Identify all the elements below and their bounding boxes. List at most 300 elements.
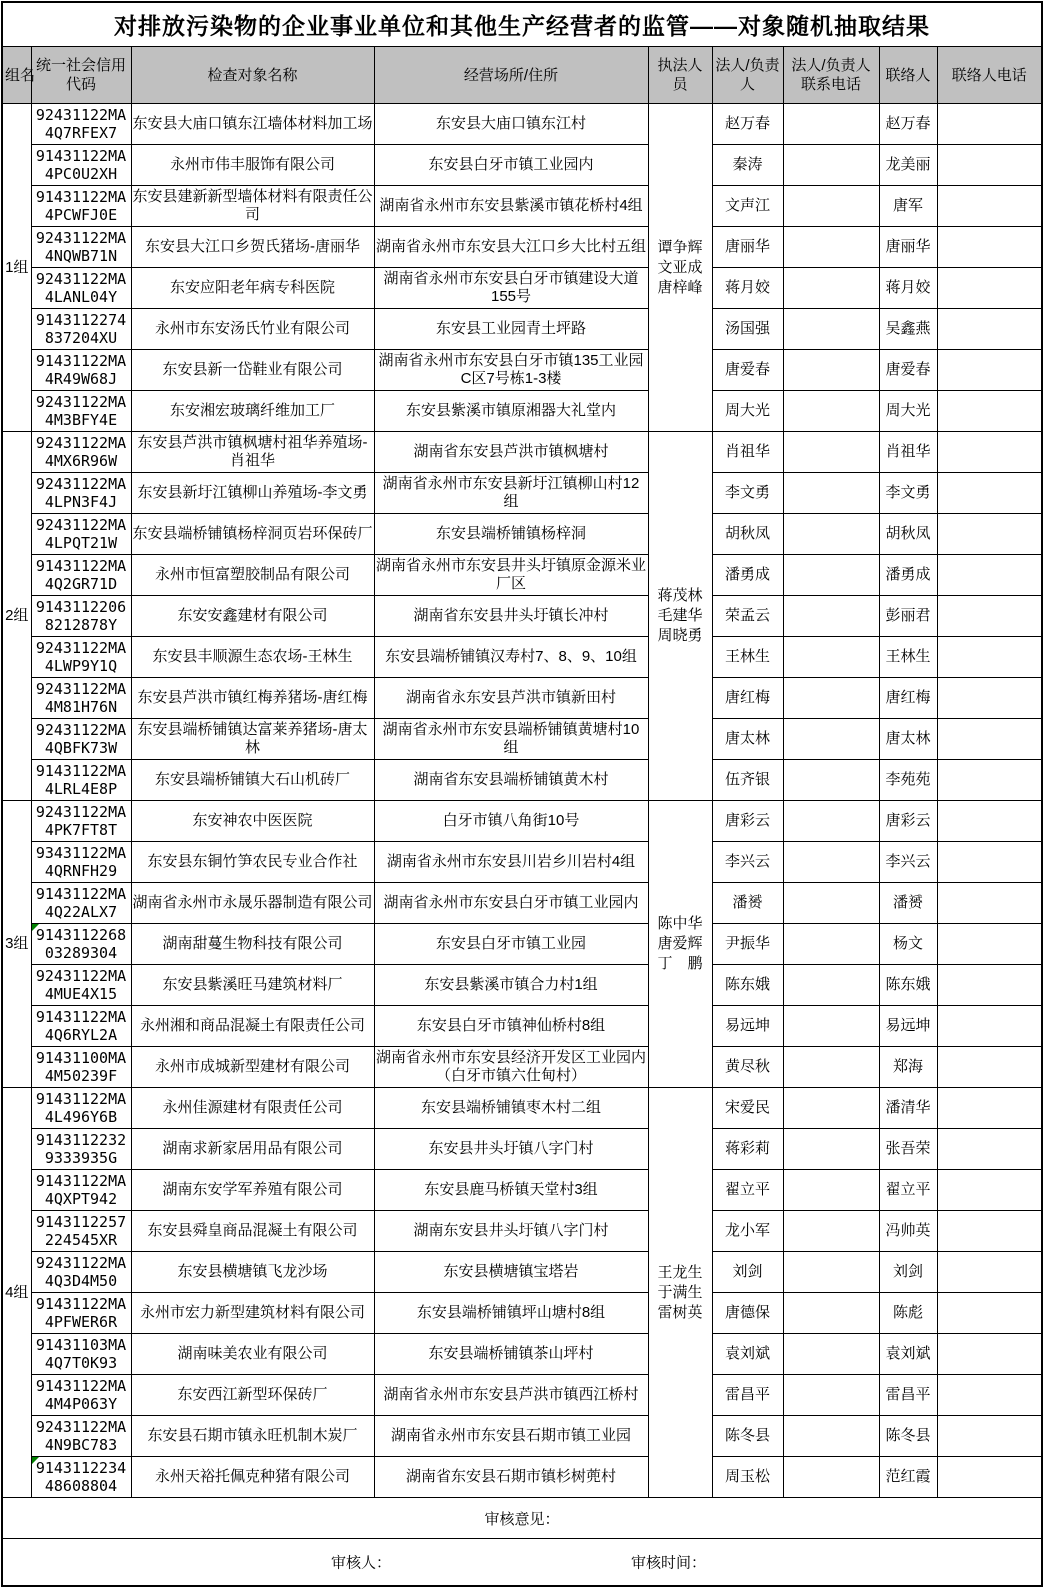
legal-phone-cell: [783, 965, 879, 1006]
group-name-cell: 4组: [2, 1088, 31, 1498]
legal-person-cell: 胡秋凤: [712, 514, 783, 555]
contact-cell: 陈冬县: [879, 1416, 937, 1457]
contact-phone-cell: [937, 1416, 1042, 1457]
contact-phone-cell: [937, 186, 1042, 227]
table-row: [2, 637, 1042, 678]
address-cell: 东安县紫溪市镇合力村1组: [374, 965, 648, 1006]
contact-phone-cell: [937, 1006, 1042, 1047]
signature-row-cell: [2, 1539, 1042, 1587]
column-header-address: 经营场所/住所: [374, 47, 648, 104]
legal-phone-cell: [783, 1416, 879, 1457]
legal-person-cell: 龙小军: [712, 1211, 783, 1252]
contact-cell: 唐军: [879, 186, 937, 227]
table-row: [2, 842, 1042, 883]
legal-person-cell: 潘赟: [712, 883, 783, 924]
officers-cell: [648, 1088, 712, 1498]
officer-name: 周晓勇: [657, 627, 703, 644]
address-cell: 东安县白牙市镇工业园: [374, 924, 648, 965]
legal-person-cell: 翟立平: [712, 1170, 783, 1211]
contact-cell: 李兴云: [879, 842, 937, 883]
company-name-cell: 东安县大江口乡贺氏猪场-唐丽华: [131, 227, 374, 268]
credit-code-cell: 91431122MA4QXPT942: [31, 1170, 131, 1211]
contact-cell: 冯帅英: [879, 1211, 937, 1252]
table-row: [2, 145, 1042, 186]
company-name-cell: 东安县大庙口镇东江墙体材料加工场: [131, 104, 374, 145]
credit-code-cell: 92431122MA4N9BC783: [31, 1416, 131, 1457]
contact-phone-cell: [937, 1375, 1042, 1416]
excel-error-indicator-icon: [32, 1457, 39, 1464]
legal-person-cell: 蒋月姣: [712, 268, 783, 309]
legal-phone-cell: [783, 801, 879, 842]
contact-cell: 唐太林: [879, 719, 937, 760]
company-name-cell: 东安应阳老年病专科医院: [131, 268, 374, 309]
table-row: [2, 760, 1042, 801]
credit-code-cell: 91431122068212878Y: [31, 596, 131, 637]
credit-code-cell: 91431103MA4Q7T0K93: [31, 1334, 131, 1375]
credit-code-cell: 91431122329333935G: [31, 1129, 131, 1170]
company-name-cell: 东安湘宏玻璃纤维加工厂: [131, 391, 374, 432]
column-header-contact-phone: 联络人电话: [937, 47, 1042, 104]
table-row: [2, 2, 1042, 47]
credit-code-cell: 92431122MA4LPQT21W: [31, 514, 131, 555]
credit-code-cell: 91431100MA4M50239F: [31, 1047, 131, 1088]
company-name-cell: 永州市伟丰服饰有限公司: [131, 145, 374, 186]
contact-phone-cell: [937, 1211, 1042, 1252]
contact-cell: 肖祖华: [879, 432, 937, 473]
legal-person-cell: 宋爱民: [712, 1088, 783, 1129]
contact-phone-cell: [937, 268, 1042, 309]
contact-phone-cell: [937, 924, 1042, 965]
address-cell: 湖南省永州市东安县井头圩镇原金源米业厂区: [374, 555, 648, 596]
credit-code-cell: 91431122MA4Q6RYL2A: [31, 1006, 131, 1047]
contact-phone-cell: [937, 596, 1042, 637]
legal-person-cell: 李兴云: [712, 842, 783, 883]
officer-name: 唐梓峰: [657, 278, 703, 296]
company-name-cell: 东安县建新新型墙体材料有限责任公司: [131, 186, 374, 227]
address-cell: 东安县白牙市镇工业园内: [374, 145, 648, 186]
address-cell: 东安县端桥铺镇坪山塘村8组: [374, 1293, 648, 1334]
address-cell: 东安县端桥铺镇杨梓洞: [374, 514, 648, 555]
contact-phone-cell: [937, 883, 1042, 924]
legal-person-cell: 周大光: [712, 391, 783, 432]
address-cell: 湖南省永州市东安县芦洪市镇西江桥村: [374, 1375, 648, 1416]
address-cell: 湖南省东安县芦洪市镇枫塘村: [374, 432, 648, 473]
contact-cell: 郑海: [879, 1047, 937, 1088]
credit-code-cell: 92431122MA4M81H76N: [31, 678, 131, 719]
contact-phone-cell: [937, 1334, 1042, 1375]
address-cell: 湖南省永州市东安县新圩江镇柳山村12组: [374, 473, 648, 514]
officer-name: 王龙生: [657, 1263, 703, 1281]
legal-phone-cell: [783, 924, 879, 965]
contact-cell: 李文勇: [879, 473, 937, 514]
company-name-cell: 东安县紫溪旺马建筑材料厂: [131, 965, 374, 1006]
credit-code-cell: 91431122MA4Q2GR71D: [31, 555, 131, 596]
legal-person-cell: 袁刘斌: [712, 1334, 783, 1375]
table-row: [2, 555, 1042, 596]
address-cell: 白牙市镇八角街10号: [374, 801, 648, 842]
legal-person-cell: 唐彩云: [712, 801, 783, 842]
credit-code-cell: 92431122MA4LANL04Y: [31, 268, 131, 309]
contact-phone-cell: [937, 801, 1042, 842]
legal-person-cell: 陈东娥: [712, 965, 783, 1006]
contact-phone-cell: [937, 965, 1042, 1006]
group-name-cell: 1组: [2, 104, 31, 432]
column-header-group: 组名: [2, 47, 31, 104]
contact-phone-cell: [937, 104, 1042, 145]
legal-phone-cell: [783, 145, 879, 186]
contact-cell: 易远坤: [879, 1006, 937, 1047]
officer-name: 丁 鹏: [657, 955, 703, 972]
address-cell: 东安县工业园青土坪路: [374, 309, 648, 350]
table-row: [2, 1498, 1042, 1539]
company-name-cell: 湖南东安学军养殖有限公司: [131, 1170, 374, 1211]
legal-phone-cell: [783, 1457, 879, 1498]
legal-phone-cell: [783, 268, 879, 309]
address-cell: 东安县端桥铺镇茶山坪村: [374, 1334, 648, 1375]
legal-phone-cell: [783, 309, 879, 350]
address-cell: 湖南省永州市东安县石期市镇工业园: [374, 1416, 648, 1457]
table-row: [2, 104, 1042, 145]
contact-cell: 潘清华: [879, 1088, 937, 1129]
legal-person-cell: 肖祖华: [712, 432, 783, 473]
legal-person-cell: 汤国强: [712, 309, 783, 350]
excel-error-indicator-icon: [32, 924, 39, 931]
credit-code-cell: 92431122MA4Q3D4M50: [31, 1252, 131, 1293]
legal-person-cell: 文声江: [712, 186, 783, 227]
company-name-cell: 永州市恒富塑胶制品有限公司: [131, 555, 374, 596]
legal-phone-cell: [783, 514, 879, 555]
column-header-legal-person: 法人/负责人: [712, 47, 783, 104]
address-cell: 湖南东安县井头圩镇八字门村: [374, 1211, 648, 1252]
credit-code-cell: 91431122MA4PC0U2XH: [31, 145, 131, 186]
credit-code-cell: 93431122MA4QRNFH29: [31, 842, 131, 883]
address-cell: 湖南省永州市东安县紫溪市镇花桥村4组: [374, 186, 648, 227]
address-cell: 东安县井头圩镇八字门村: [374, 1129, 648, 1170]
table-row: [2, 432, 1042, 473]
address-cell: 湖南省永州市东安县经济开发区工业园内（白牙市镇六仕甸村）: [374, 1047, 648, 1088]
table-row: [2, 678, 1042, 719]
officer-name: 唐爱辉: [657, 935, 703, 952]
contact-phone-cell: [937, 1252, 1042, 1293]
legal-phone-cell: [783, 842, 879, 883]
officer-name: 毛建华: [657, 607, 703, 624]
legal-phone-cell: [783, 883, 879, 924]
contact-phone-cell: [937, 1088, 1042, 1129]
legal-phone-cell: [783, 473, 879, 514]
credit-code-cell: 9143112257224545XR: [31, 1211, 131, 1252]
contact-cell: 张吾荣: [879, 1129, 937, 1170]
contact-cell: 彭丽君: [879, 596, 937, 637]
officers-cell: [648, 801, 712, 1088]
legal-person-cell: 雷昌平: [712, 1375, 783, 1416]
table-row: [2, 1211, 1042, 1252]
address-cell: 东安县紫溪市镇原湘器大礼堂内: [374, 391, 648, 432]
legal-phone-cell: [783, 186, 879, 227]
officer-name: 蒋茂林: [657, 587, 703, 604]
table-row: [2, 186, 1042, 227]
legal-phone-cell: [783, 104, 879, 145]
contact-cell: 蒋月姣: [879, 268, 937, 309]
contact-cell: 刘剑: [879, 1252, 937, 1293]
legal-person-cell: 唐德保: [712, 1293, 783, 1334]
address-cell: 湖南省永州市东安县大江口乡大比村五组: [374, 227, 648, 268]
table-row: [2, 719, 1042, 760]
company-name-cell: 东安县端桥铺镇达富莱养猪场-唐太林: [131, 719, 374, 760]
table-row: [2, 1334, 1042, 1375]
table-row: [2, 1375, 1042, 1416]
contact-cell: 胡秋凤: [879, 514, 937, 555]
credit-code-cell: 91431122MA4PFWER6R: [31, 1293, 131, 1334]
credit-code-cell: 91431122MA4M4P063Y: [31, 1375, 131, 1416]
table-row: [2, 1006, 1042, 1047]
table-row: [2, 1047, 1042, 1088]
contact-cell: 陈东娥: [879, 965, 937, 1006]
legal-person-cell: 蒋彩莉: [712, 1129, 783, 1170]
credit-code-cell: 914311226803289304: [31, 924, 131, 965]
contact-cell: 唐红梅: [879, 678, 937, 719]
legal-person-cell: 唐红梅: [712, 678, 783, 719]
legal-phone-cell: [783, 1088, 879, 1129]
contact-phone-cell: [937, 432, 1042, 473]
table-row: [2, 514, 1042, 555]
page-title: 对排放污染物的企业事业单位和其他生产经营者的监管——对象随机抽取结果: [2, 2, 1042, 47]
table-row: [2, 1129, 1042, 1170]
company-name-cell: 湖南求新家居用品有限公司: [131, 1129, 374, 1170]
company-name-cell: 东安县芦洪市镇枫塘村祖华养殖场-肖祖华: [131, 432, 374, 473]
legal-phone-cell: [783, 637, 879, 678]
company-name-cell: 永州天裕托佩克种猪有限公司: [131, 1457, 374, 1498]
table-row: [2, 473, 1042, 514]
address-cell: 湖南省永州市东安县川岩乡川岩村4组: [374, 842, 648, 883]
reviewer-label: 审核人：: [331, 1554, 392, 1572]
address-cell: 东安县端桥铺镇汉寿村7、8、9、10组: [374, 637, 648, 678]
table-row: [2, 391, 1042, 432]
table-row: [2, 1457, 1042, 1498]
legal-person-cell: 易远坤: [712, 1006, 783, 1047]
legal-phone-cell: [783, 391, 879, 432]
officer-name: 陈中华: [657, 915, 703, 932]
legal-phone-cell: [783, 555, 879, 596]
company-name-cell: 东安神农中医医院: [131, 801, 374, 842]
legal-person-cell: 刘剑: [712, 1252, 783, 1293]
company-name-cell: 东安县丰顺源生态农场-王林生: [131, 637, 374, 678]
credit-code-cell: 91431122MA4LRL4E8P: [31, 760, 131, 801]
company-name-cell: 东安县舜皇商品混凝土有限公司: [131, 1211, 374, 1252]
table-row: [2, 596, 1042, 637]
contact-phone-cell: [937, 555, 1042, 596]
credit-code-cell: 91431122MA4Q22ALX7: [31, 883, 131, 924]
contact-cell: 龙美丽: [879, 145, 937, 186]
credit-code-cell: 92431122MA4MX6R96W: [31, 432, 131, 473]
credit-code-cell: 91431122MA4R49W68J: [31, 350, 131, 391]
column-header-legal-person-phone: 法人/负责人联系电话: [783, 47, 879, 104]
address-cell: 湖南省永州市东安县白牙市镇建设大道155号: [374, 268, 648, 309]
contact-cell: 李苑苑: [879, 760, 937, 801]
review-opinion-label: 审核意见：: [2, 1498, 1042, 1539]
legal-person-cell: 唐丽华: [712, 227, 783, 268]
legal-phone-cell: [783, 760, 879, 801]
legal-phone-cell: [783, 227, 879, 268]
legal-phone-cell: [783, 1211, 879, 1252]
company-name-cell: 东安县石期市镇永旺机制木炭厂: [131, 1416, 374, 1457]
credit-code-cell: 91431122MA4L496Y6B: [31, 1088, 131, 1129]
column-header-officers: 执法人员: [648, 47, 712, 104]
contact-phone-cell: [937, 1129, 1042, 1170]
contact-cell: 翟立平: [879, 1170, 937, 1211]
table-row: [2, 350, 1042, 391]
credit-code-cell: 92431122MA4LWP9Y1Q: [31, 637, 131, 678]
legal-phone-cell: [783, 678, 879, 719]
contact-phone-cell: [937, 514, 1042, 555]
address-cell: 湖南省永州市东安县白牙市镇工业园内: [374, 883, 648, 924]
contact-cell: 雷昌平: [879, 1375, 937, 1416]
legal-phone-cell: [783, 1334, 879, 1375]
contact-cell: 王林生: [879, 637, 937, 678]
legal-person-cell: 周玉松: [712, 1457, 783, 1498]
table-row: [2, 1170, 1042, 1211]
table-row: [2, 1539, 1042, 1587]
company-name-cell: 永州市宏力新型建筑材料有限公司: [131, 1293, 374, 1334]
legal-phone-cell: [783, 1129, 879, 1170]
contact-cell: 周大光: [879, 391, 937, 432]
contact-phone-cell: [937, 145, 1042, 186]
company-name-cell: 东安县端桥铺镇杨梓洞页岩环保砖厂: [131, 514, 374, 555]
table-row: [2, 227, 1042, 268]
table-row: [2, 309, 1042, 350]
legal-person-cell: 荣孟云: [712, 596, 783, 637]
address-cell: 东安县端桥铺镇枣木村二组: [374, 1088, 648, 1129]
company-name-cell: 永州佳源建材有限责任公司: [131, 1088, 374, 1129]
address-cell: 湖南省东安县井头圩镇长冲村: [374, 596, 648, 637]
officer-name: 文亚成: [657, 258, 703, 276]
contact-cell: 赵万春: [879, 104, 937, 145]
contact-phone-cell: [937, 1047, 1042, 1088]
random-selection-result-table: [1, 1, 1043, 1587]
legal-person-cell: 唐爱春: [712, 350, 783, 391]
address-cell: 湖南省东安县石期市镇杉树蔸村: [374, 1457, 648, 1498]
table-row: [2, 801, 1042, 842]
officers-cell: [648, 104, 712, 432]
legal-person-cell: 王林生: [712, 637, 783, 678]
contact-phone-cell: [937, 637, 1042, 678]
contact-cell: 范红霞: [879, 1457, 937, 1498]
legal-phone-cell: [783, 432, 879, 473]
address-cell: 湖南省东安县端桥铺镇黄木村: [374, 760, 648, 801]
legal-phone-cell: [783, 719, 879, 760]
legal-person-cell: 陈冬县: [712, 1416, 783, 1457]
credit-code-cell: 92431122MA4NQWB71N: [31, 227, 131, 268]
contact-cell: 唐丽华: [879, 227, 937, 268]
legal-person-cell: 赵万春: [712, 104, 783, 145]
legal-person-cell: 尹振华: [712, 924, 783, 965]
officer-name: 谭争辉: [657, 238, 703, 256]
legal-phone-cell: [783, 350, 879, 391]
company-name-cell: 东安县新一岱鞋业有限公司: [131, 350, 374, 391]
contact-phone-cell: [937, 678, 1042, 719]
group-name-cell: 2组: [2, 432, 31, 801]
address-cell: 湖南省永州市东安县白牙市镇135工业园C区7号栋1-3楼: [374, 350, 648, 391]
credit-code-cell: 92431122MA4QBFK73W: [31, 719, 131, 760]
legal-person-cell: 秦涛: [712, 145, 783, 186]
company-name-cell: 湖南味美农业有限公司: [131, 1334, 374, 1375]
address-cell: 东安县鹿马桥镇天堂村3组: [374, 1170, 648, 1211]
credit-code-cell: 92431122MA4PK7FT8T: [31, 801, 131, 842]
legal-phone-cell: [783, 1047, 879, 1088]
company-name-cell: 东安县芦洪市镇红梅养猪场-唐红梅: [131, 678, 374, 719]
legal-person-cell: 李文勇: [712, 473, 783, 514]
legal-person-cell: 伍齐银: [712, 760, 783, 801]
table-row: [2, 965, 1042, 1006]
officer-name: 于满生: [657, 1283, 703, 1301]
table-row: [2, 1088, 1042, 1129]
contact-cell: 潘赟: [879, 883, 937, 924]
contact-cell: 杨文: [879, 924, 937, 965]
contact-phone-cell: [937, 473, 1042, 514]
company-name-cell: 东安县东铜竹笋农民专业合作社: [131, 842, 374, 883]
legal-phone-cell: [783, 1006, 879, 1047]
column-header-target-name: 检查对象名称: [131, 47, 374, 104]
contact-phone-cell: [937, 391, 1042, 432]
credit-code-cell: 92431122MA4LPN3F4J: [31, 473, 131, 514]
legal-person-cell: 潘勇成: [712, 555, 783, 596]
contact-cell: 陈彪: [879, 1293, 937, 1334]
table-row: [2, 268, 1042, 309]
legal-phone-cell: [783, 596, 879, 637]
officers-cell: [648, 432, 712, 801]
company-name-cell: 永州市成城新型建材有限公司: [131, 1047, 374, 1088]
company-name-cell: 东安县横塘镇飞龙沙场: [131, 1252, 374, 1293]
contact-phone-cell: [937, 1457, 1042, 1498]
credit-code-cell: 914311223448608804: [31, 1457, 131, 1498]
credit-code-cell: 91431122MA4PCWFJ0E: [31, 186, 131, 227]
contact-phone-cell: [937, 309, 1042, 350]
credit-code-cell: 9143112274837204XU: [31, 309, 131, 350]
group-name-cell: 3组: [2, 801, 31, 1088]
company-name-cell: 东安县新圩江镇柳山养殖场-李文勇: [131, 473, 374, 514]
legal-person-cell: 黄尽秋: [712, 1047, 783, 1088]
address-cell: 湖南省永东安县芦洪市镇新田村: [374, 678, 648, 719]
credit-code-cell: 92431122MA4MUE4X15: [31, 965, 131, 1006]
address-cell: 东安县白牙市镇神仙桥村8组: [374, 1006, 648, 1047]
table-row: [2, 1293, 1042, 1334]
contact-phone-cell: [937, 350, 1042, 391]
address-cell: 湖南省永州市东安县端桥铺镇黄塘村10组: [374, 719, 648, 760]
company-name-cell: 湖南甜蔓生物科技有限公司: [131, 924, 374, 965]
company-name-cell: 湖南省永州市永晟乐器制造有限公司: [131, 883, 374, 924]
contact-cell: 吴鑫燕: [879, 309, 937, 350]
legal-phone-cell: [783, 1375, 879, 1416]
contact-cell: 袁刘斌: [879, 1334, 937, 1375]
company-name-cell: 东安西江新型环保砖厂: [131, 1375, 374, 1416]
table-row: [2, 1252, 1042, 1293]
company-name-cell: 东安县端桥铺镇大石山机砖厂: [131, 760, 374, 801]
review-time-label: 审核时间：: [631, 1554, 707, 1572]
table-row: [2, 924, 1042, 965]
contact-cell: 唐彩云: [879, 801, 937, 842]
credit-code-cell: 92431122MA4Q7RFEX7: [31, 104, 131, 145]
legal-phone-cell: [783, 1293, 879, 1334]
address-cell: 东安县横塘镇宝塔岩: [374, 1252, 648, 1293]
column-header-contact: 联络人: [879, 47, 937, 104]
legal-phone-cell: [783, 1170, 879, 1211]
credit-code-cell: 92431122MA4M3BFY4E: [31, 391, 131, 432]
table-row: [2, 1416, 1042, 1457]
contact-cell: 潘勇成: [879, 555, 937, 596]
legal-person-cell: 唐太林: [712, 719, 783, 760]
company-name-cell: 永州市东安汤氏竹业有限公司: [131, 309, 374, 350]
contact-phone-cell: [937, 842, 1042, 883]
legal-phone-cell: [783, 1252, 879, 1293]
